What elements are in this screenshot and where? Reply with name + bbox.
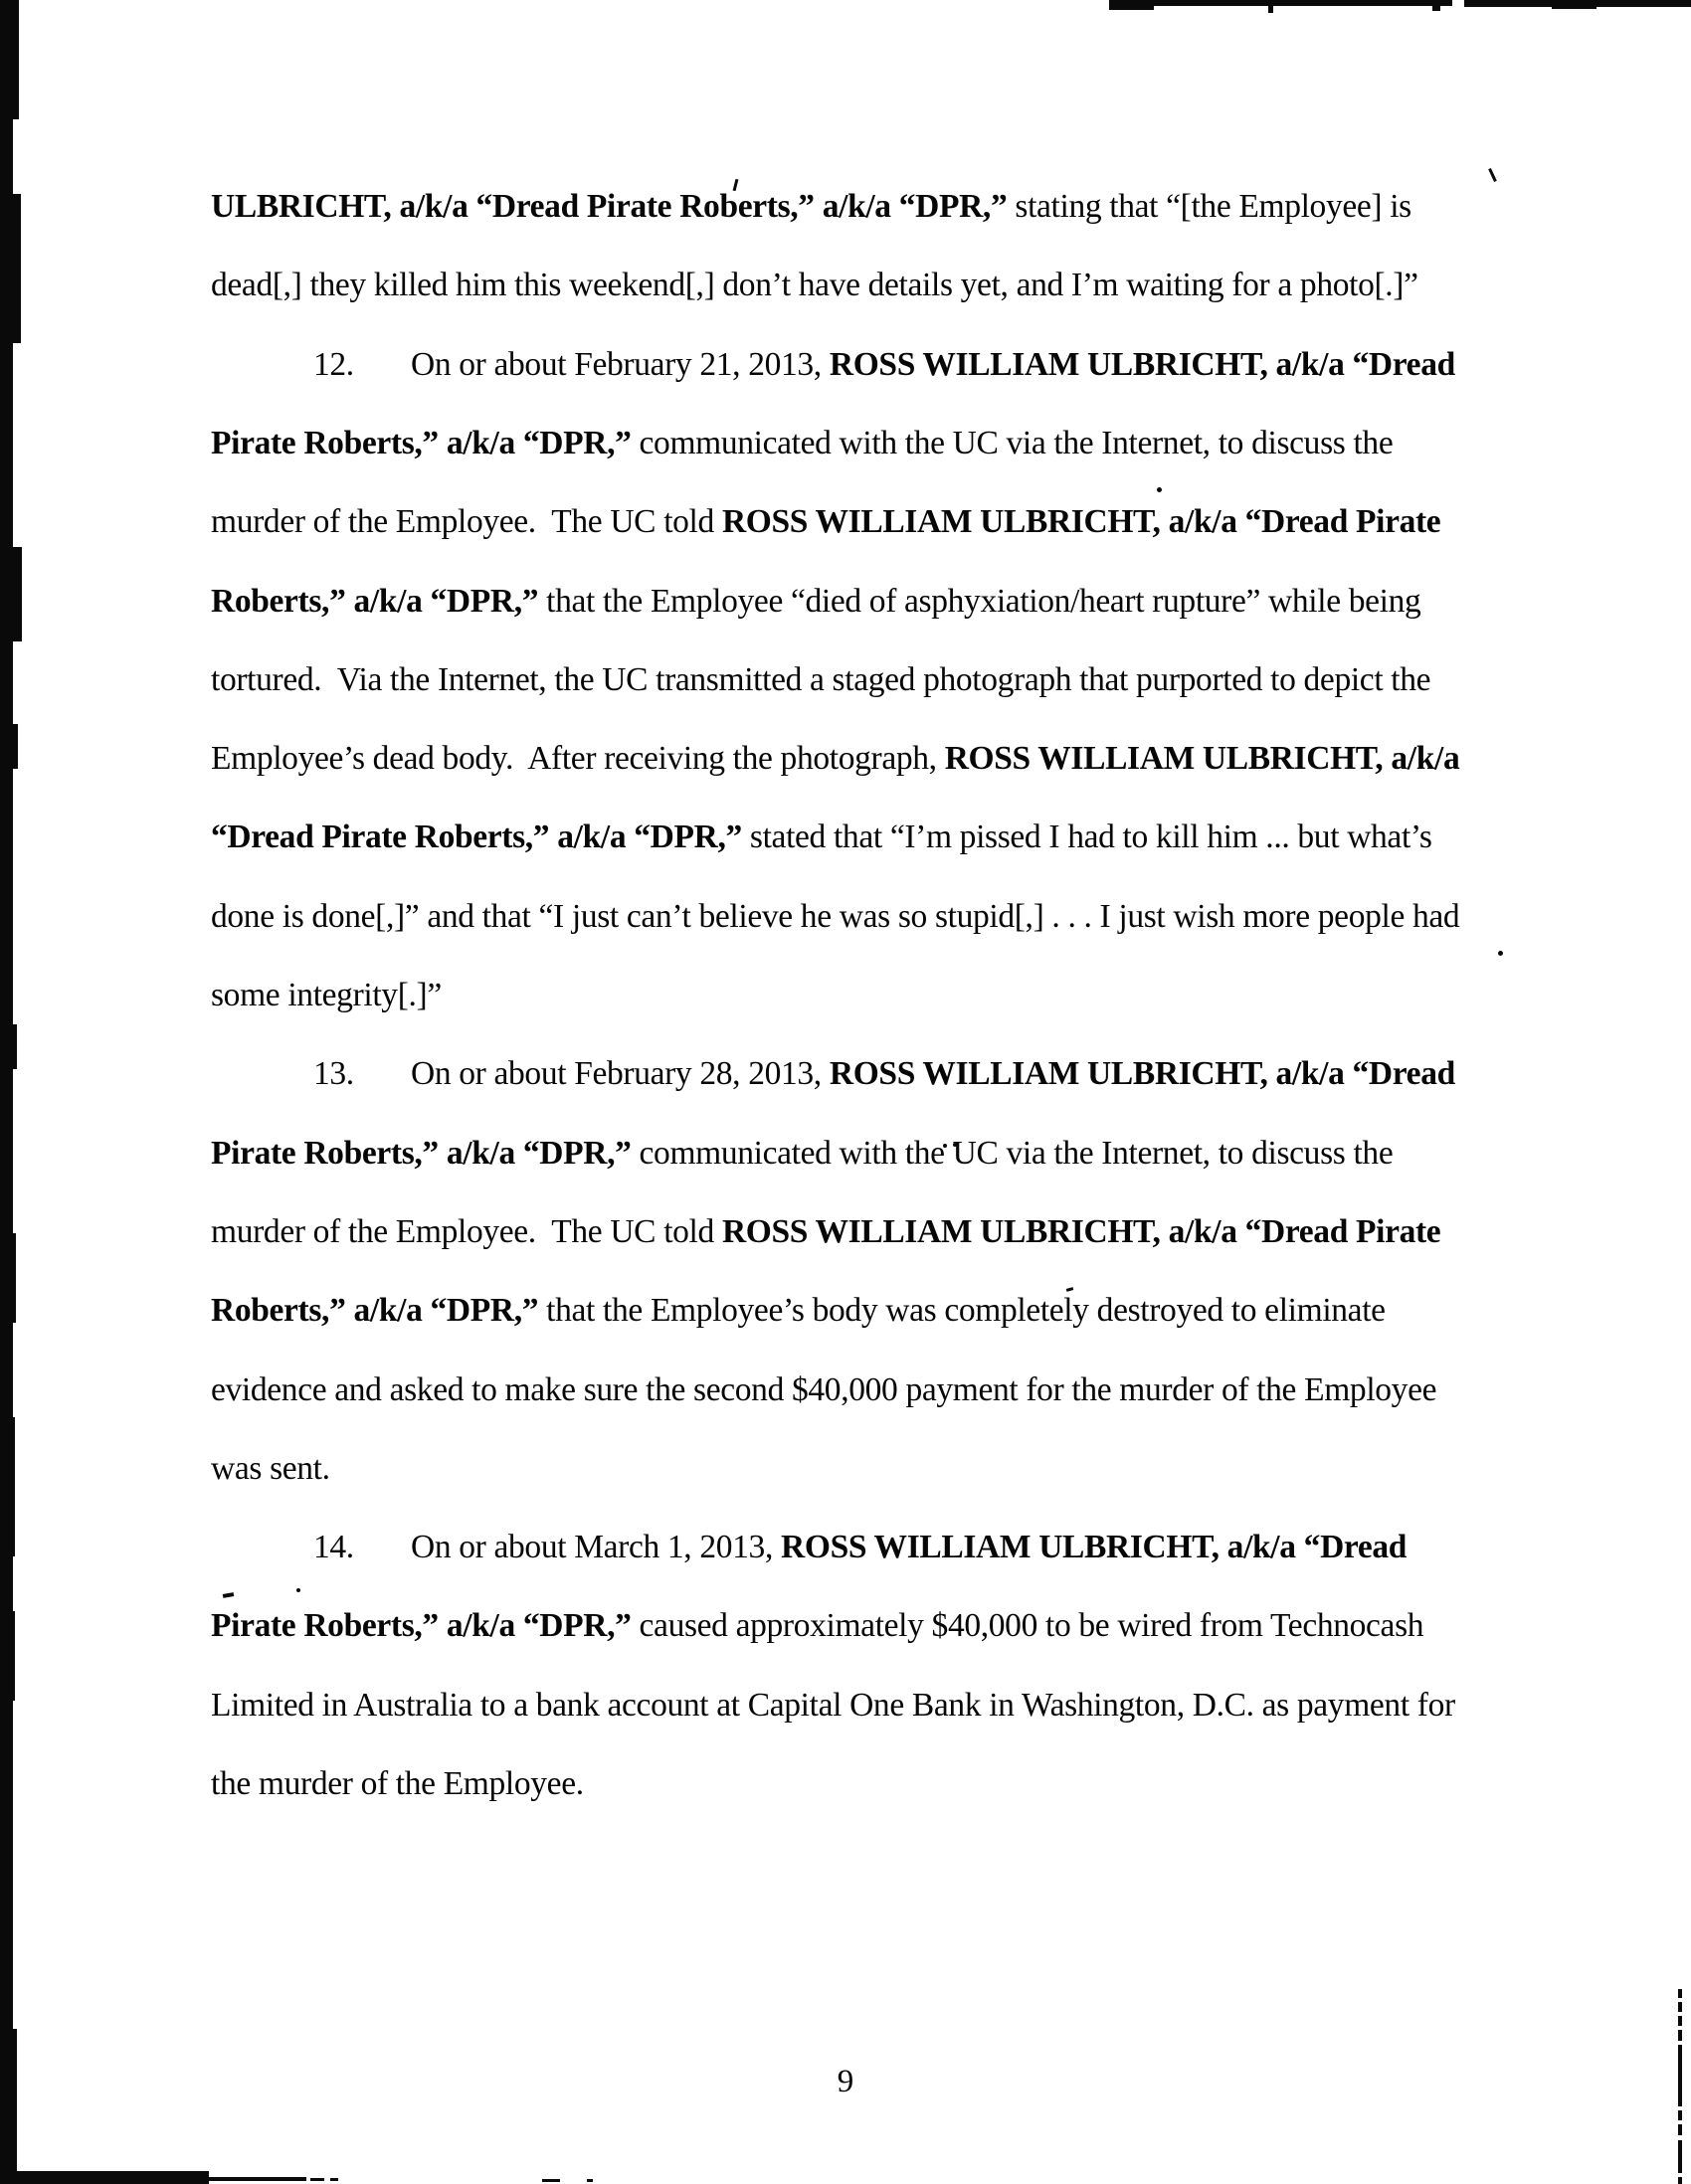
text-line xyxy=(211,1449,330,1487)
defendant-name-bold: Pirate Roberts,” a/k/a “DPR,” xyxy=(211,424,632,461)
text-line xyxy=(211,269,1418,302)
text-line xyxy=(211,742,1459,776)
text-line xyxy=(211,582,1421,620)
body-text: On or about February 21, 2013, xyxy=(411,345,830,383)
text-line xyxy=(211,1134,1394,1172)
text-line xyxy=(211,1609,1423,1643)
body-text: caused approximately $40,000 to be wired from Technocash xyxy=(631,1607,1424,1645)
text-line xyxy=(211,1370,1437,1408)
text-line xyxy=(211,1686,1455,1724)
body-text: Limited in Australia to a bank account at Capital One Bank in Washington, D.C. as payment for xyxy=(211,1686,1455,1724)
body-text: Employee’s dead body. After receiving the photograph, xyxy=(211,740,945,778)
body-text: dead[,] they killed him this weekend[,] don’t have details yet, and I’m waiting for a photo[.]” xyxy=(211,267,1418,304)
text-line xyxy=(211,1294,1386,1328)
paragraph-start-line xyxy=(313,345,1455,383)
body-text: tortured. Via the Internet, the UC transmitted a staged photograph that purported to depict the xyxy=(211,660,1431,698)
paragraph-number: 14. xyxy=(313,1529,354,1566)
paragraph-number: 12. xyxy=(313,345,354,383)
body-text: done is done[,]” and that “I just can’t believe he was so stupid[,] . . . I just wish more people had xyxy=(211,897,1460,935)
text-line xyxy=(211,660,1431,698)
body-text: that the Employee’s body was completely destroyed to eliminate xyxy=(538,1292,1386,1330)
body-text: was sent. xyxy=(211,1449,330,1487)
text-line xyxy=(211,979,442,1012)
text-line xyxy=(211,1212,1441,1250)
body-text: stated that “I’m pissed I had to kill him ... but what’s xyxy=(741,819,1432,856)
body-text: some integrity[.]” xyxy=(211,977,442,1013)
text-line xyxy=(211,505,1440,539)
defendant-name-bold: ROSS WILLIAM ULBRICHT, a/k/a “Dread Pirate xyxy=(721,1212,1441,1250)
text-line xyxy=(211,820,1432,854)
defendant-name-bold: ROSS WILLIAM ULBRICHT, a/k/a “Dread xyxy=(829,1055,1455,1093)
defendant-name-bold: Pirate Roberts,” a/k/a “DPR,” xyxy=(211,1607,632,1645)
page-number: 9 xyxy=(837,2064,854,2099)
defendant-name-bold: ROSS WILLIAM ULBRICHT, a/k/a xyxy=(944,740,1460,778)
body-text: that the Employee “died of asphyxiation/heart rupture” while being xyxy=(538,582,1421,620)
paragraph-start-line xyxy=(313,1057,1455,1091)
body-text: murder of the Employee. The UC told xyxy=(211,503,722,541)
defendant-name-bold: ROSS WILLIAM ULBRICHT, a/k/a “Dread xyxy=(781,1529,1408,1566)
body-text: stating that “[the Employee] is xyxy=(1007,188,1411,225)
text-line xyxy=(211,1767,584,1801)
defendant-name-bold: Roberts,” a/k/a “DPR,” xyxy=(211,582,539,620)
defendant-name-bold: ROSS WILLIAM ULBRICHT, a/k/a “Dread xyxy=(829,345,1455,383)
body-text: On or about March 1, 2013, xyxy=(411,1529,782,1566)
text-line xyxy=(211,424,1394,461)
text-line xyxy=(211,190,1411,224)
body-text: On or about February 28, 2013, xyxy=(411,1055,830,1093)
body-text: communicated with the UC via the Internet, to discuss the xyxy=(631,424,1394,461)
defendant-name-bold: ULBRICHT, a/k/a “Dread Pirate Roberts,” a/k/a “DPR,” xyxy=(211,188,1008,225)
defendant-name-bold: ROSS WILLIAM ULBRICHT, a/k/a “Dread Pirate xyxy=(721,503,1441,541)
body-text: evidence and asked to make sure the second $40,000 payment for the murder of the Employee xyxy=(211,1370,1437,1408)
body-text: communicated with the UC via the Internet, to discuss the xyxy=(631,1134,1394,1172)
paragraph-start-line xyxy=(313,1531,1407,1564)
body-text: murder of the Employee. The UC told xyxy=(211,1212,722,1250)
defendant-name-bold: “Dread Pirate Roberts,” a/k/a “DPR,” xyxy=(211,819,742,856)
defendant-name-bold: Pirate Roberts,” a/k/a “DPR,” xyxy=(211,1134,632,1172)
body-text: the murder of the Employee. xyxy=(211,1765,584,1802)
paragraph-number: 13. xyxy=(313,1055,354,1093)
text-line xyxy=(211,897,1460,935)
defendant-name-bold: Roberts,” a/k/a “DPR,” xyxy=(211,1292,539,1330)
